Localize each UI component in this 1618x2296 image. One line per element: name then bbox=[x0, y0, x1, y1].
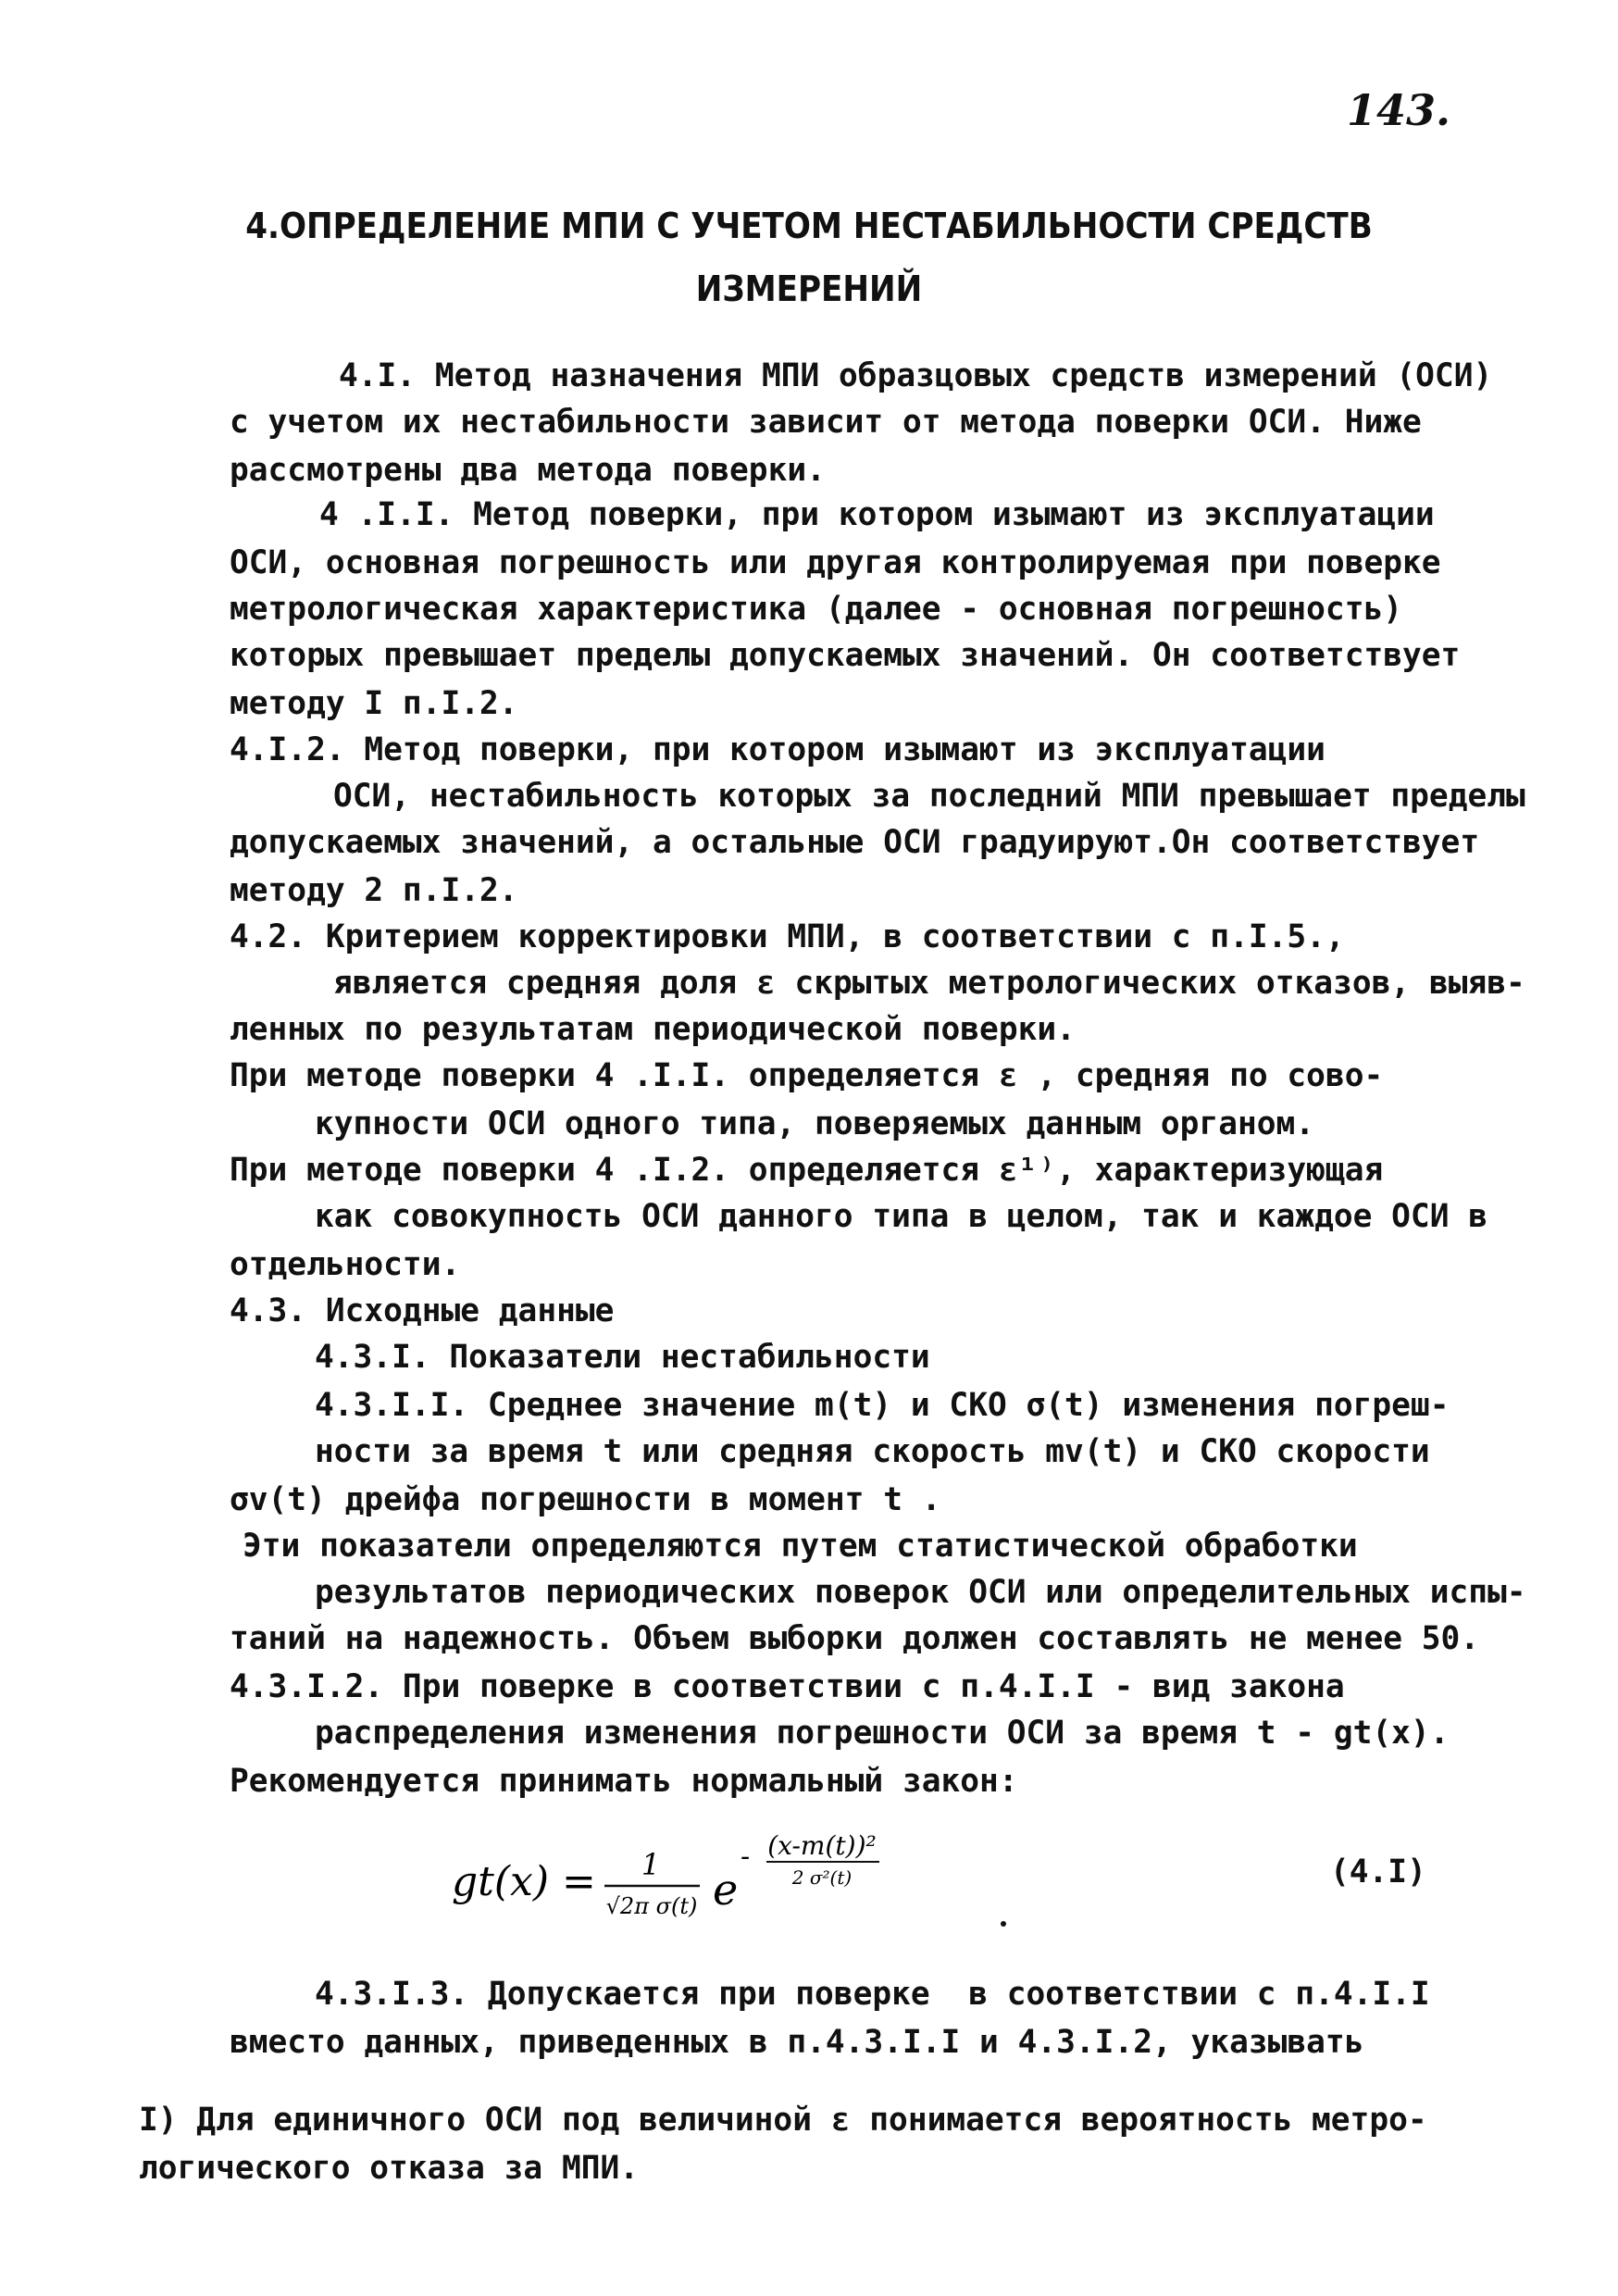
text-line: ленных по результатам периодической поверки. bbox=[230, 1011, 1076, 1048]
formula-number: (4.I) bbox=[1330, 1853, 1426, 1890]
text-line: 4 .I.I. Метод поверки, при котором изымают из эксплуатации bbox=[319, 496, 1435, 533]
formula-dot bbox=[1001, 1921, 1006, 1927]
text-line: При методе поверки 4 .I.2. определяется ε¹⁾, характеризующая bbox=[230, 1152, 1384, 1189]
text-line: 4.I. Метод назначения МПИ образцовых средств измерений (ОСИ) bbox=[339, 357, 1493, 394]
text-line: распределения изменения погрешности ОСИ за время t - gt(x). bbox=[315, 1715, 1450, 1752]
formula-numerator: 1 bbox=[641, 1847, 661, 1882]
text-line: 4.3.I.3. Допускается при поверке в соответствии с п.4.I.I bbox=[315, 1976, 1430, 2013]
text-line: метрологическая характеристика (далее - основная погрешность) bbox=[230, 591, 1403, 628]
text-line: вместо данных, приведенных в п.4.3.I.I и 4.3.I.2, указывать bbox=[230, 2024, 1364, 2061]
text-line: результатов периодических поверок ОСИ или определительных испы- bbox=[315, 1574, 1526, 1611]
text-line: Рекомендуется принимать нормальный закон: bbox=[230, 1763, 1018, 1800]
text-line: методу 2 п.I.2. bbox=[230, 872, 518, 909]
text-line: При методе поверки 4 .I.I. определяется ε , средняя по сово- bbox=[230, 1057, 1384, 1094]
text-line: 4.3.I.I. Среднее значение m(t) и СКО σ(t) изменения погреш- bbox=[315, 1387, 1450, 1424]
text-line: рассмотрены два метода поверки. bbox=[230, 452, 826, 489]
text-line: 4.3.I.2. При поверке в соответствии с п.4.I.I - вид закона bbox=[230, 1668, 1345, 1705]
text-line: 4.I.2. Метод поверки, при котором изымают из эксплуатации bbox=[230, 731, 1326, 768]
text-line: как совокупность ОСИ данного типа в целом, так и каждое ОСИ в bbox=[315, 1198, 1488, 1235]
page-number: 143. bbox=[1347, 85, 1451, 135]
text-line: является средняя доля ε скрытых метрологических отказов, выяв- bbox=[333, 965, 1525, 1002]
formula-exp-minus: - bbox=[741, 1841, 751, 1873]
formula-exp-numerator: (x-m(t))² bbox=[767, 1830, 877, 1861]
footnote-line: I) Для единичного ОСИ под величиной ε понимается вероятность метро- bbox=[139, 2102, 1427, 2139]
text-line: допускаемых значений, а остальные ОСИ градуируют.Он соответствует bbox=[230, 824, 1480, 861]
text-line: с учетом их нестабильности зависит от метода поверки ОСИ. Ниже bbox=[230, 404, 1422, 441]
text-line: 4.3.I. Показатели нестабильности bbox=[315, 1339, 930, 1376]
text-line: методу I п.I.2. bbox=[230, 685, 518, 722]
text-line: которых превышает пределы допускаемых значений. Он соответствует bbox=[230, 637, 1461, 674]
formula-denominator: √2π σ(t) bbox=[605, 1893, 698, 1919]
text-line: таний на надежность. Объем выборки должен составлять не менее 50. bbox=[230, 1620, 1480, 1657]
text-line: отдельности. bbox=[230, 1246, 461, 1283]
text-line: Эти показатели определяются путем статистической обработки bbox=[243, 1528, 1358, 1565]
formula-4-1 bbox=[452, 1828, 1026, 1930]
formula-lhs: gt(x) = bbox=[452, 1858, 596, 1905]
text-line: ОСИ, основная погрешность или другая контролируемая при поверке bbox=[230, 544, 1441, 581]
section-title-line-1: 4.ОПРЕДЕЛЕНИЕ МПИ С УЧЕТОМ НЕСТАБИЛЬНОСТИ СРЕДСТВ bbox=[245, 206, 1373, 246]
text-line: ности за время t или средняя скорость mv(t) и СКО скорости bbox=[315, 1433, 1430, 1470]
text-line: σv(t) дрейфа погрешности в момент t . bbox=[230, 1481, 941, 1518]
formula-graphic bbox=[452, 1828, 1026, 1930]
text-line: 4.2. Критерием корректировки МПИ, в соответствии с п.I.5., bbox=[230, 918, 1345, 955]
section-title-line-2: ИЗМЕРЕНИЙ bbox=[695, 268, 923, 309]
text-line: ОСИ, нестабильность которых за последний МПИ превышает пределы bbox=[333, 778, 1525, 815]
formula-exp-base: e bbox=[713, 1865, 739, 1915]
formula-exp-denominator: 2 σ²(t) bbox=[791, 1866, 853, 1889]
text-line: купности ОСИ одного типа, поверяемых данным органом. bbox=[315, 1105, 1315, 1142]
footnote-line: логического отказа за МПИ. bbox=[139, 2150, 640, 2187]
text-line: 4.3. Исходные данные bbox=[230, 1292, 615, 1329]
